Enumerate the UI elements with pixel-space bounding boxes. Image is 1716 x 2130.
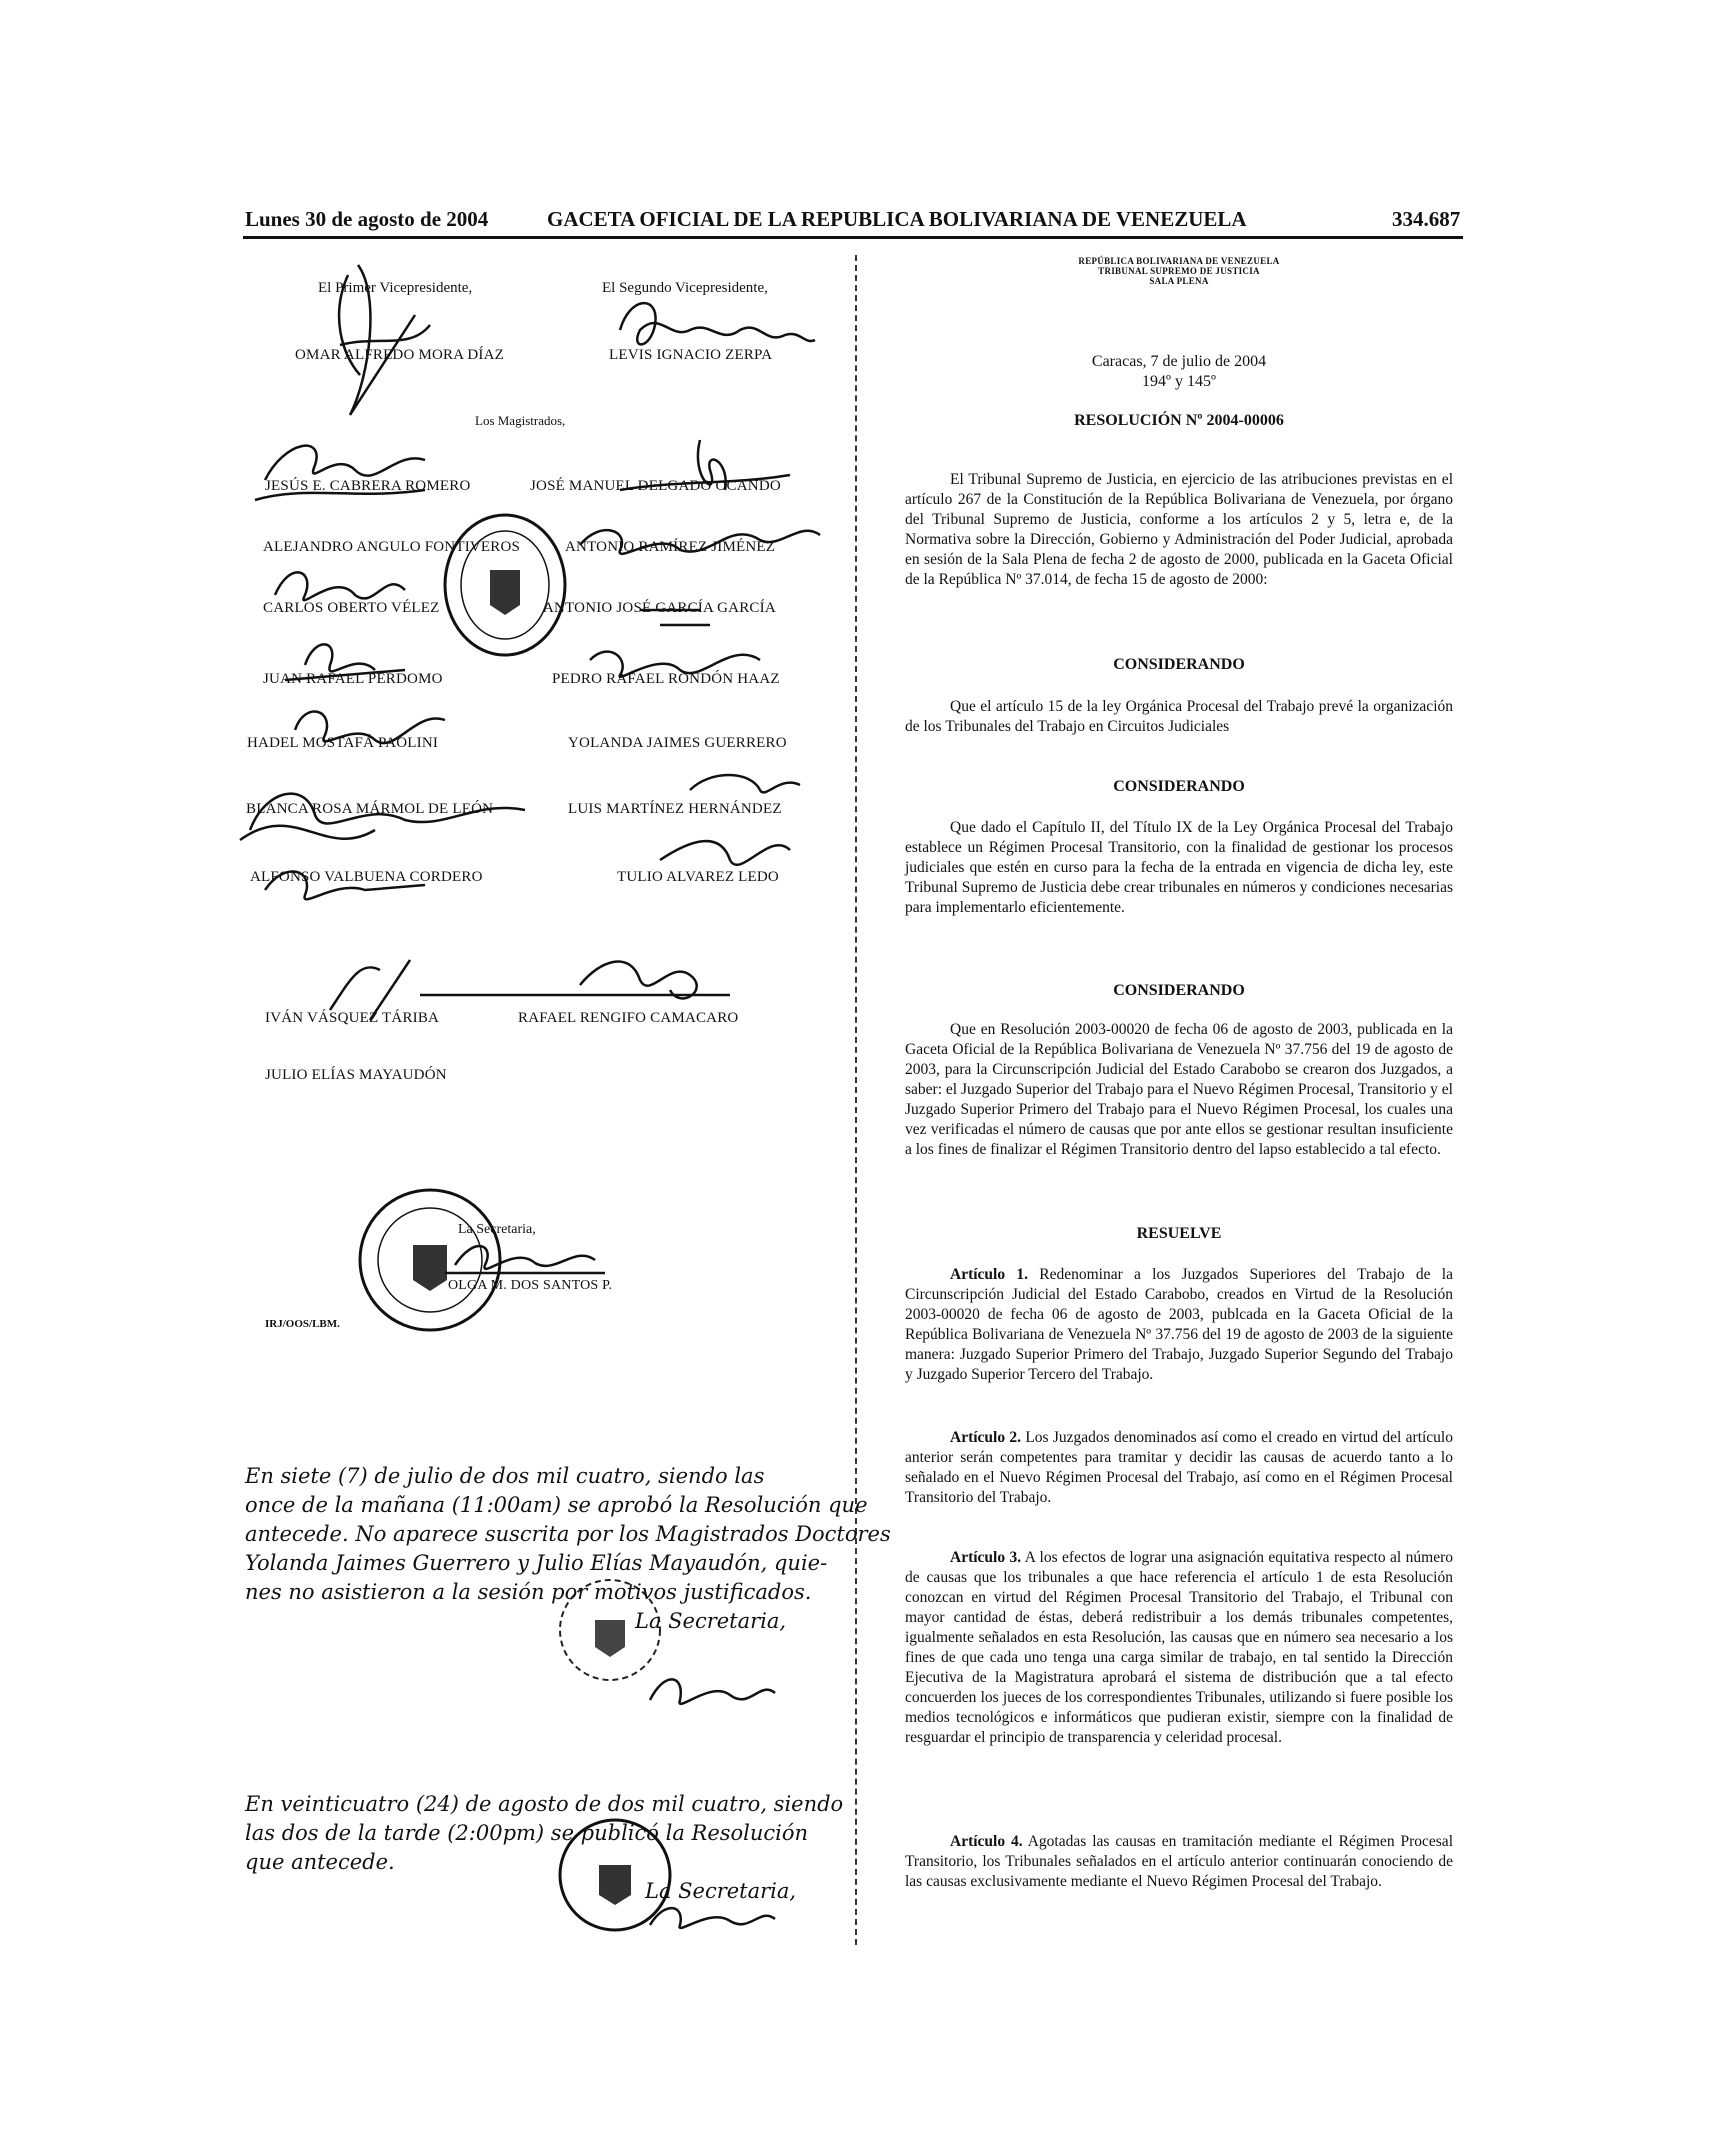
article-1	[905, 1265, 1453, 1385]
magistrate-name: JOSÉ MANUEL DELGADO OCANDO	[530, 478, 781, 494]
magistrate-name: TULIO ALVAREZ LEDO	[617, 869, 779, 885]
institution-block	[905, 256, 1453, 286]
note-line: nes no asistieron a la sesión por motivos justificados.	[245, 1580, 812, 1604]
article-3	[905, 1548, 1453, 1748]
magistrate-name: LUIS MARTÍNEZ HERNÁNDEZ	[568, 801, 782, 817]
signature-secretary-note2	[640, 1895, 780, 1940]
article-text: Redenominar a los Juzgados Superiores del Trabajo de la Circunscripción Judicial del Estado Carabobo, creados en Virtud de la Resolución 2003-00020 de fecha 06 de agosto de 2003, publcada en la Gaceta Oficial de la República Bolivariana de Venezuela Nº 37.756 del 19 de agosto de 2003 de la siguiente manera: Juzgado Superior Primero del Trabajo, Juzgado Superior Segundo del Trabajo y Juzgado Superior Tercero del Trabajo.	[905, 1266, 1453, 1383]
magistrate-name: RAFAEL RENGIFO CAMACARO	[518, 1010, 739, 1026]
first-vp-label: El Primer Vicepresidente,	[318, 280, 473, 296]
magistrate-name: JESÚS E. CABRERA ROMERO	[265, 478, 471, 494]
signature-rengifo	[310, 950, 740, 1030]
institution-line: REPÚBLICA BOLIVARIANA DE VENEZUELA	[1078, 256, 1280, 266]
magistrate-name: PEDRO RAFAEL RONDÓN HAAZ	[552, 671, 780, 687]
note-line: La Secretaria,	[645, 1879, 797, 1903]
handwritten-note-publication	[245, 1790, 843, 1906]
article-label: Artículo 1.	[950, 1266, 1028, 1283]
signature-second-vp	[600, 290, 820, 365]
reference-code: IRJ/OOS/LBM.	[265, 1318, 340, 1330]
institution-line: TRIBUNAL SUPREMO DE JUSTICIA	[1098, 266, 1260, 276]
second-vp-label: El Segundo Vicepresidente,	[602, 280, 768, 296]
article-label: Artículo 2.	[950, 1429, 1022, 1446]
considerando-heading-3: CONSIDERANDO	[1113, 982, 1245, 999]
magistrate-name: IVÁN VÁSQUEZ TÁRIBA	[265, 1010, 440, 1026]
note-line: las dos de la tarde (2:00pm) se publicó la Resolución	[245, 1821, 809, 1845]
place-date: Caracas, 7 de julio de 2004	[1091, 353, 1267, 370]
article-text: Agotadas las causas en tramitación mediante el Régimen Procesal Transitorio, los Tribunales señalados en el artículo anterior continuarán conociendo de las causas exclusivamente mediante el Nuevo Régimen Procesal del Trabajo.	[905, 1833, 1453, 1890]
magistrate-name: ALFONSO VALBUENA CORDERO	[250, 869, 483, 885]
considerando-2-text: Que dado el Capítulo II, del Título IX de la Ley Orgánica Procesal del Trabajo establece un Régimen Procesal Transitorio, con la finalidad de gestionar los procesos judiciales que estén en curso para la fecha de la entrada en vigencia de dicha ley, este Tribunal Supremo de Justicia debe crear tribunales en números y condiciones necesarias para implementarlo eficientemente.	[905, 819, 1453, 916]
secretary-name: OLGA M. DOS SANTOS P.	[448, 1278, 613, 1293]
publication-title: GACETA OFICIAL DE LA REPUBLICA BOLIVARIANA DE VENEZUELA	[547, 207, 1247, 231]
handwritten-note-approval	[245, 1462, 891, 1636]
magistrate-name: HADEL MOSTAFÁ PAOLINI	[247, 735, 439, 751]
second-vp-name: LEVIS IGNACIO ZERPA	[609, 347, 773, 363]
magistrate-name: ANTONIO RAMÍREZ JIMÉNEZ	[565, 539, 776, 555]
magistrate-name: CARLOS OBERTO VÉLEZ	[263, 600, 440, 616]
court-seal-icon	[440, 510, 570, 660]
considerando-1	[905, 697, 1453, 737]
note-line: antecede. No aparece suscrita por los Magistrados Doctores	[245, 1522, 891, 1546]
considerando-2	[905, 818, 1453, 918]
article-label: Artículo 4.	[950, 1833, 1023, 1850]
considerando-3	[905, 1020, 1453, 1160]
magistrate-name: JUAN RAFAEL PERDOMO	[263, 671, 443, 687]
resolution-title: RESOLUCIÓN Nº 2004-00006	[1074, 412, 1284, 429]
note-line: Yolanda Jaimes Guerrero y Julio Elías Mayaudón, quie-	[245, 1551, 828, 1575]
signature-first-vp	[320, 255, 460, 425]
article-text: A los efectos de lograr una asignación equitativa respecto al número de causas que los tribunales a que hace referencia el artículo 1 de esta Resolución conozcan en virtud del Régimen Procesal Transitorio del Trabajo, el Tribunal con mayor cantidad de éstas, deberá redistribuir a los demás tribunales competentes, igualmente señalados en esta Resolución, las causas que en número sea necesario a los fines de que cada uno tenga una carga similar de trabajo, en tal sentido la Dirección Ejecutiva de la Magistratura aprobará el sistema de distribución que a tal efecto concuerden los jueces de los correspondientes Tribunales, utilizando si fuere posible los medios tecnológicos e informáticos que pudieran existir, siempre con la finalidad de resguardar el principio de transparencia y celeridad procesal.	[905, 1549, 1453, 1746]
magistrate-name: BLANCA ROSA MÁRMOL DE LEÓN	[246, 801, 494, 817]
article-text: Los Juzgados denominados así como el creado en virtud del artículo anterior serán competentes para tramitar y decidir las causas de acuerdo tanto a lo señalado en el Nuevo Régimen Procesal del Trabajo, así como en el Régimen Procesal Transitorio del Trabajo.	[905, 1429, 1453, 1506]
signature-secretary	[445, 1235, 605, 1285]
magistrate-name: ANTONIO JOSÉ GARCÍA GARCÍA	[543, 600, 776, 616]
place-date-block	[905, 352, 1453, 392]
note-line: La Secretaria,	[635, 1609, 787, 1633]
header-date: Lunes 30 de agosto de 2004	[245, 207, 489, 231]
considerando-heading-2: CONSIDERANDO	[1113, 778, 1245, 795]
preamble-text: El Tribunal Supremo de Justicia, en ejercicio de las atribuciones previstas en el artículo 267 de la Constitución de la República Bolivariana de Venezuela, por órgano del Tribunal Supremo de Justicia, conforme a los artículos 2 y 5, letra e, de la Normativa sobre la Dirección, Gobierno y Administración del Poder Judicial, aprobada en sesión de la Sala Plena de fecha 2 de agosto de 2000, publicada en la Gaceta Oficial de la República Nº 37.014, de fecha 15 de agosto de 2000:	[905, 471, 1453, 588]
header-rule	[243, 236, 1463, 239]
note-line: once de la mañana (11:00am) se aprobó la Resolución que	[245, 1493, 868, 1517]
secretary-label: La Secretaria,	[458, 1222, 536, 1237]
magistrate-name: YOLANDA JAIMES GUERRERO	[568, 735, 787, 751]
signature-secretary-note1	[640, 1665, 780, 1715]
first-vp-name: OMAR ALFREDO MORA DÍAZ	[295, 347, 505, 363]
note-line: En siete (7) de julio de dos mil cuatro, siendo las	[245, 1464, 765, 1488]
note-line: En veinticuatro (24) de agosto de dos mil cuatro, siendo	[245, 1792, 844, 1816]
note-line: que antecede.	[245, 1850, 395, 1874]
preamble	[905, 470, 1453, 590]
article-label: Artículo 3.	[950, 1549, 1022, 1566]
magistrates-label: Los Magistrados,	[475, 413, 566, 428]
institution-line: SALA PLENA	[1149, 276, 1209, 286]
column-divider	[855, 255, 859, 1945]
years: 194º y 145º	[1142, 373, 1216, 390]
considerando-heading-1: CONSIDERANDO	[1113, 656, 1245, 673]
considerando-3-text: Que en Resolución 2003-00020 de fecha 06 de agosto de 2003, publicada en la Gaceta Oficial de la República Bolivariana de Venezuela Nº 37.756 del 19 de agosto de 2003, para la Circunscripción Judicial del Estado Carabobo se crearon dos Juzgados, a saber: el Juzgado Superior del Trabajo para el Nuevo Régimen Procesal, Transitorio y el Juzgado Superior Primero del Trabajo para el Nuevo Régimen Procesal, los cuales una vez verificadas el número de causas que por ante ellos se gestionar resultan insuficiente a los fines de finalizar el Régimen Transitorio dentro del lapso establecido a tal efecto.	[905, 1021, 1453, 1158]
magistrate-signatures-right	[560, 420, 830, 900]
resuelve-heading: RESUELVE	[1136, 1225, 1222, 1242]
magistrate-name: JULIO ELÍAS MAYAUDÓN	[265, 1067, 447, 1083]
magistrate-name: ALEJANDRO ANGULO FONTIVEROS	[263, 539, 521, 555]
page-number: 334.687	[1392, 207, 1461, 231]
article-4	[905, 1832, 1453, 1892]
article-2	[905, 1428, 1453, 1508]
considerando-1-text: Que el artículo 15 de la ley Orgánica Procesal del Trabajo prevé la organización de los Tribunales del Trabajo en Circuitos Judiciales	[905, 698, 1453, 735]
